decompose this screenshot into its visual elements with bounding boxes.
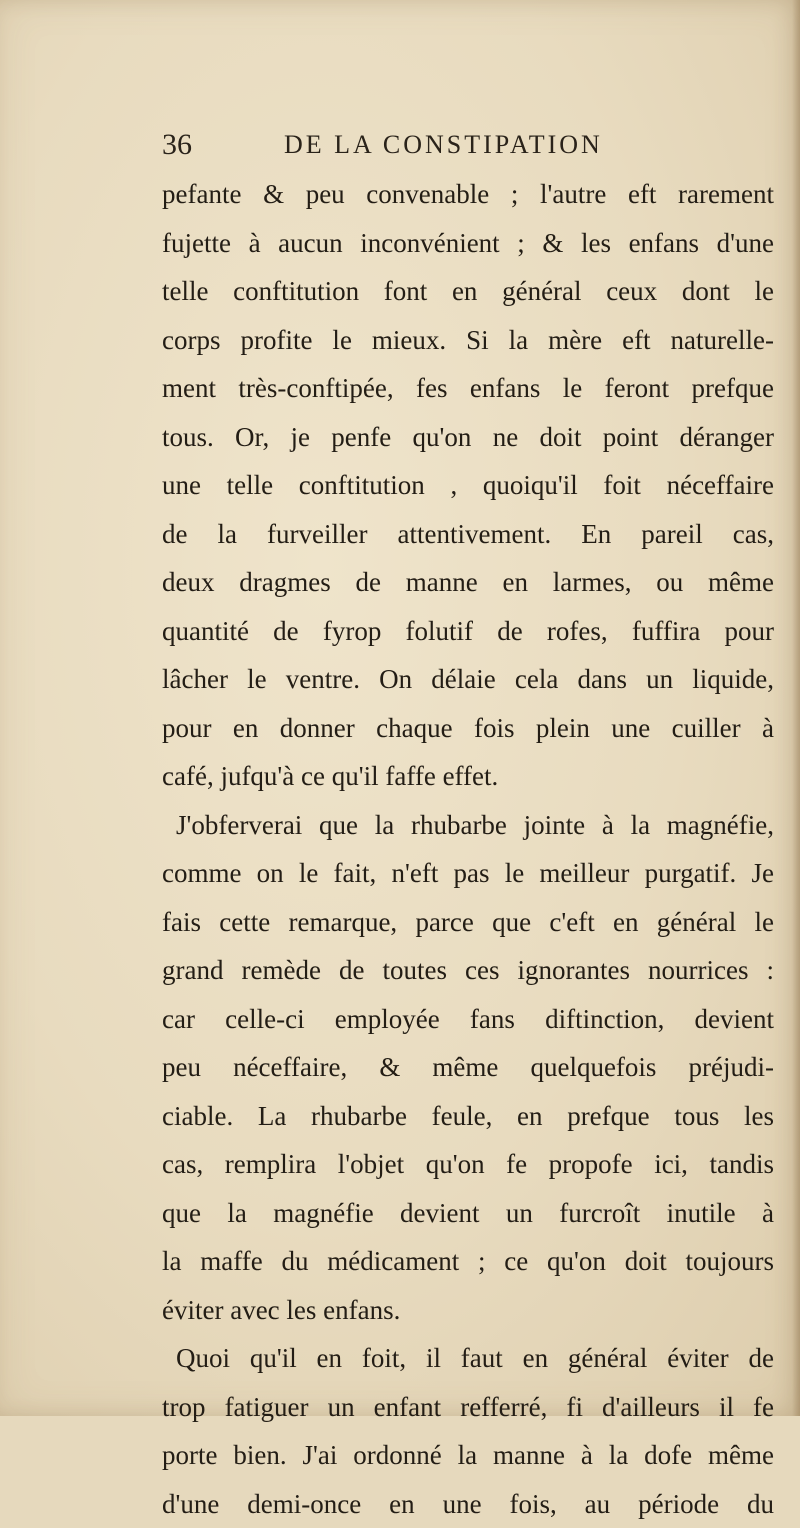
text-line: lâcher le ventre. On délaie cela dans un liquide, bbox=[162, 655, 774, 704]
text-line: d'une demi-once en une fois, au période du bbox=[162, 1480, 774, 1528]
text-line: la maffe du médicament ; ce qu'on doit toujours bbox=[162, 1237, 774, 1286]
text-line: tous. Or, je penfe qu'on ne doit point déranger bbox=[162, 413, 774, 462]
text-line: peu néceffaire, & même quelquefois préjudi- bbox=[162, 1043, 774, 1092]
text-line: pour en donner chaque fois plein une cuiller à bbox=[162, 704, 774, 753]
text-line: Quoi qu'il en foit, il faut en général éviter de bbox=[162, 1334, 774, 1383]
text-line: comme on le fait, n'eft pas le meilleur purgatif. Je bbox=[162, 849, 774, 898]
text-line: fujette à aucun inconvénient ; & les enfans d'une bbox=[162, 219, 774, 268]
text-line: trop fatiguer un enfant refferré, fi d'ailleurs il fe bbox=[162, 1383, 774, 1432]
running-title: DE LA CONSTIPATION bbox=[284, 130, 603, 160]
text-line: J'obferverai que la rhubarbe jointe à la magnéfie, bbox=[162, 801, 774, 850]
text-line: porte bien. J'ai ordonné la manne à la dofe même bbox=[162, 1431, 774, 1480]
body-text bbox=[162, 170, 774, 1528]
text-line: éviter avec les enfans. bbox=[162, 1286, 774, 1335]
text-line: fais cette remarque, parce que c'eft en général le bbox=[162, 898, 774, 947]
text-line: corps profite le mieux. Si la mère eft naturelle- bbox=[162, 316, 774, 365]
text-line: ciable. La rhubarbe feule, en prefque tous les bbox=[162, 1092, 774, 1141]
text-line: ment très-conftipée, fes enfans le feront prefque bbox=[162, 364, 774, 413]
text-line: deux dragmes de manne en larmes, ou même bbox=[162, 558, 774, 607]
page-edge-shadow bbox=[792, 0, 800, 1416]
page-number: 36 bbox=[162, 128, 192, 162]
text-line: grand remède de toutes ces ignorantes nourrices : bbox=[162, 946, 774, 995]
text-line: cas, remplira l'objet qu'on fe propofe ici, tandis bbox=[162, 1140, 774, 1189]
text-line: quantité de fyrop folutif de rofes, fuffira pour bbox=[162, 607, 774, 656]
text-line: café, jufqu'à ce qu'il faffe effet. bbox=[162, 752, 774, 801]
page-header bbox=[162, 128, 782, 168]
text-line: une telle conftitution , quoiqu'il foit néceffaire bbox=[162, 461, 774, 510]
text-line: pefante & peu convenable ; l'autre eft rarement bbox=[162, 170, 774, 219]
text-line: telle conftitution font en général ceux dont le bbox=[162, 267, 774, 316]
text-line: de la furveiller attentivement. En pareil cas, bbox=[162, 510, 774, 559]
text-line: car celle-ci employée fans diftinction, devient bbox=[162, 995, 774, 1044]
text-line: que la magnéfie devient un furcroît inutile à bbox=[162, 1189, 774, 1238]
